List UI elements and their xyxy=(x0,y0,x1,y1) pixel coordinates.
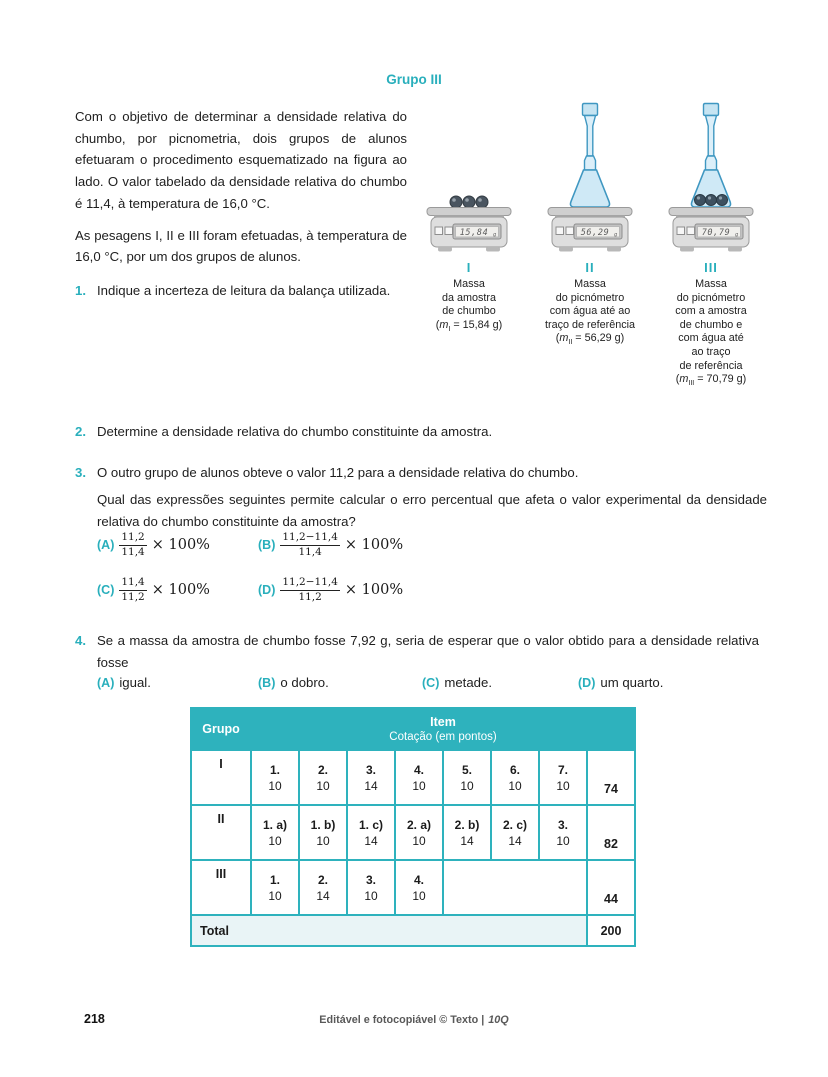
fraction: $\frac{11,4}{11,2}$ xyxy=(121,576,145,603)
score-cell: 1. b) 10 xyxy=(299,805,347,860)
option-4a: (A) igual. xyxy=(97,675,151,690)
question-1 xyxy=(75,280,407,302)
caption-line: traço de referência xyxy=(544,318,636,331)
balance-display-unit: g xyxy=(614,232,618,238)
score-cell: 3. 14 xyxy=(347,750,395,805)
caption-line: com a amostra xyxy=(675,305,747,318)
balance-display-unit: g xyxy=(493,232,497,238)
intro-paragraph-2: As pesagens I, II e III foram efetuadas, à temperatura de 16,0 °C, por um dos grupos de alunos. xyxy=(75,227,407,265)
question-3-number: 3. xyxy=(75,465,86,480)
mass-formula: ($m_{III} = 70,79$ g) xyxy=(675,373,747,388)
caption-line: de chumbo xyxy=(442,305,496,318)
footer-credit xyxy=(0,1014,828,1026)
question-1-number: 1. xyxy=(75,282,86,298)
caption-line: com água até xyxy=(678,332,744,345)
table-corner-header: Grupo xyxy=(191,708,251,750)
caption-line: da amostra xyxy=(441,291,496,304)
pycnometer-flask-sample-icon xyxy=(679,102,743,209)
score-cell: 4. 10 xyxy=(395,860,443,915)
caption-line: Massa xyxy=(453,278,485,290)
caption-line: de referência xyxy=(679,359,743,372)
question-3 xyxy=(75,462,767,484)
question-4-text: Se a massa da amostra de chumbo fosse 7,92 g, seria de esperar que o valor obtido para a densidade relativa fosse xyxy=(97,633,759,670)
score-cell: 1. 10 xyxy=(251,750,299,805)
caption-line: do picnómetro xyxy=(676,291,746,304)
score-cell: 1. a) 10 xyxy=(251,805,299,860)
score-cell: 3. 10 xyxy=(347,860,395,915)
mass-formula: ($m_{II} = 56,29$ g) xyxy=(555,332,625,347)
times-100: × 100% xyxy=(151,582,210,598)
total-label-cell: Total xyxy=(191,915,587,946)
balance-display-unit: g xyxy=(735,232,739,238)
option-4b: (B) o dobro. xyxy=(258,675,329,690)
figure-iii-label: III xyxy=(704,260,718,275)
table-header-row xyxy=(191,708,635,750)
score-cell: 2. 14 xyxy=(299,860,347,915)
balance-display: 70,79 xyxy=(701,228,731,238)
empty-shaded-cell xyxy=(443,860,587,915)
score-cell: 2. c) 14 xyxy=(491,805,539,860)
question-2 xyxy=(75,421,767,443)
group-total-cell: 74 xyxy=(587,750,635,805)
figure-panel xyxy=(414,96,766,391)
caption-line: com água até ao xyxy=(549,305,631,318)
question-3-options xyxy=(97,528,617,628)
figure-iii-art xyxy=(668,96,754,254)
question-3-intro: O outro grupo de alunos obteve o valor 11,2 para a densidade relativa do chumbo. xyxy=(97,465,579,480)
figure-i-label: I xyxy=(466,260,472,275)
score-cell: 1. c) 14 xyxy=(347,805,395,860)
figure-i xyxy=(414,96,524,391)
caption-line: do picnómetro xyxy=(555,291,625,304)
score-cell: 3. 10 xyxy=(539,805,587,860)
table-row-group-iii: III 1. 10 2. 14 3. 10 4. 10 44 xyxy=(191,860,635,915)
table-row-group-i: I 1. 10 2. 10 3. 14 4. 10 5. 10 6. 10 7. 10 74 xyxy=(191,750,635,805)
score-cell: 2. 10 xyxy=(299,750,347,805)
option-letter: (A) xyxy=(97,538,115,552)
balance-icon xyxy=(547,206,633,254)
figure-ii xyxy=(535,96,645,391)
question-1-text: Indique a incerteza de leitura da balança utilizada. xyxy=(97,282,391,298)
question-3-text: Qual das expressões seguintes permite calcular o erro percentual que afeta o valor experimental da densidade relativa do chumbo constituinte da amostra? xyxy=(97,492,767,529)
fraction: $\frac{11,2-11,4}{11,2}$ xyxy=(282,576,338,603)
option-3a xyxy=(97,528,210,562)
option-3b xyxy=(258,528,403,562)
option-3d xyxy=(258,573,403,607)
score-cell: 4. 10 xyxy=(395,750,443,805)
grading-table xyxy=(190,707,636,947)
question-4 xyxy=(75,630,767,673)
option-letter: (B) xyxy=(258,538,276,552)
table-total-row xyxy=(191,915,635,946)
question-4-options xyxy=(97,675,757,697)
caption-line: Massa xyxy=(574,278,606,290)
question-2-number: 2. xyxy=(75,424,86,439)
figure-iii xyxy=(656,96,766,391)
caption-line: Massa xyxy=(695,278,727,290)
footer-credit-text: Editável e fotocopiável © Texto | xyxy=(319,1014,485,1026)
total-value-cell: 200 xyxy=(587,915,635,946)
option-3c xyxy=(97,573,210,607)
score-cell: 6. 10 xyxy=(491,750,539,805)
intro-paragraph-1: Com o objetivo de determinar a densidade relativa do chumbo, por picnometria, dois grupos de alunos efetuaram o procedimento esquematizado na figura ao lado. O valor tabelado da densidade relativa do chumbo é 11,4, à temperatura de 16,0 °C. xyxy=(75,109,407,211)
table-item-header: Item Cotação (em pontos) xyxy=(251,708,635,750)
times-100: × 100% xyxy=(151,537,210,553)
option-4c: (C) metade. xyxy=(422,675,493,690)
figure-i-art xyxy=(426,96,512,254)
question-2-text: Determine a densidade relativa do chumbo constituinte da amostra. xyxy=(97,424,493,439)
score-cell: 1. 10 xyxy=(251,860,299,915)
figure-iii-caption xyxy=(675,278,746,391)
balance-icon xyxy=(426,206,512,254)
balance-display: 56,29 xyxy=(580,228,610,238)
times-100: × 100% xyxy=(344,582,404,598)
caption-line: de chumbo e xyxy=(679,318,743,331)
balance-display: 15,84 xyxy=(459,228,489,238)
page-number: 218 xyxy=(84,1012,105,1026)
figure-ii-caption xyxy=(545,278,635,350)
footer-edition: 10Q xyxy=(488,1014,509,1026)
fraction: $\frac{11,2-11,4}{11,4}$ xyxy=(282,531,338,558)
score-cell: 2. a) 10 xyxy=(395,805,443,860)
score-cell: 5. 10 xyxy=(443,750,491,805)
mass-formula: ($m_I = 15,84$ g) xyxy=(435,318,503,333)
option-letter: (D) xyxy=(258,583,276,597)
group-total-cell: 82 xyxy=(587,805,635,860)
figure-ii-art xyxy=(547,96,633,254)
table-row-group-ii: II 1. a) 10 1. b) 10 1. c) 14 2. a) 10 2. b) 14 2. c) 14 3. 10 82 xyxy=(191,805,635,860)
times-100: × 100% xyxy=(344,537,404,553)
caption-line: ao traço xyxy=(691,345,731,358)
group-title: Grupo III xyxy=(386,72,442,87)
balance-icon xyxy=(668,206,754,254)
intro-column xyxy=(75,106,407,302)
fraction: $\frac{11,2}{11,4}$ xyxy=(121,531,145,558)
score-cell: 7. 10 xyxy=(539,750,587,805)
figure-i-caption xyxy=(436,278,503,337)
figure-ii-label: II xyxy=(585,260,595,275)
option-4d: (D) um quarto. xyxy=(578,675,664,690)
question-4-number: 4. xyxy=(75,633,86,648)
score-cell: 2. b) 14 xyxy=(443,805,491,860)
option-letter: (C) xyxy=(97,583,115,597)
group-total-cell: 44 xyxy=(587,860,635,915)
pycnometer-flask-icon xyxy=(558,102,622,209)
